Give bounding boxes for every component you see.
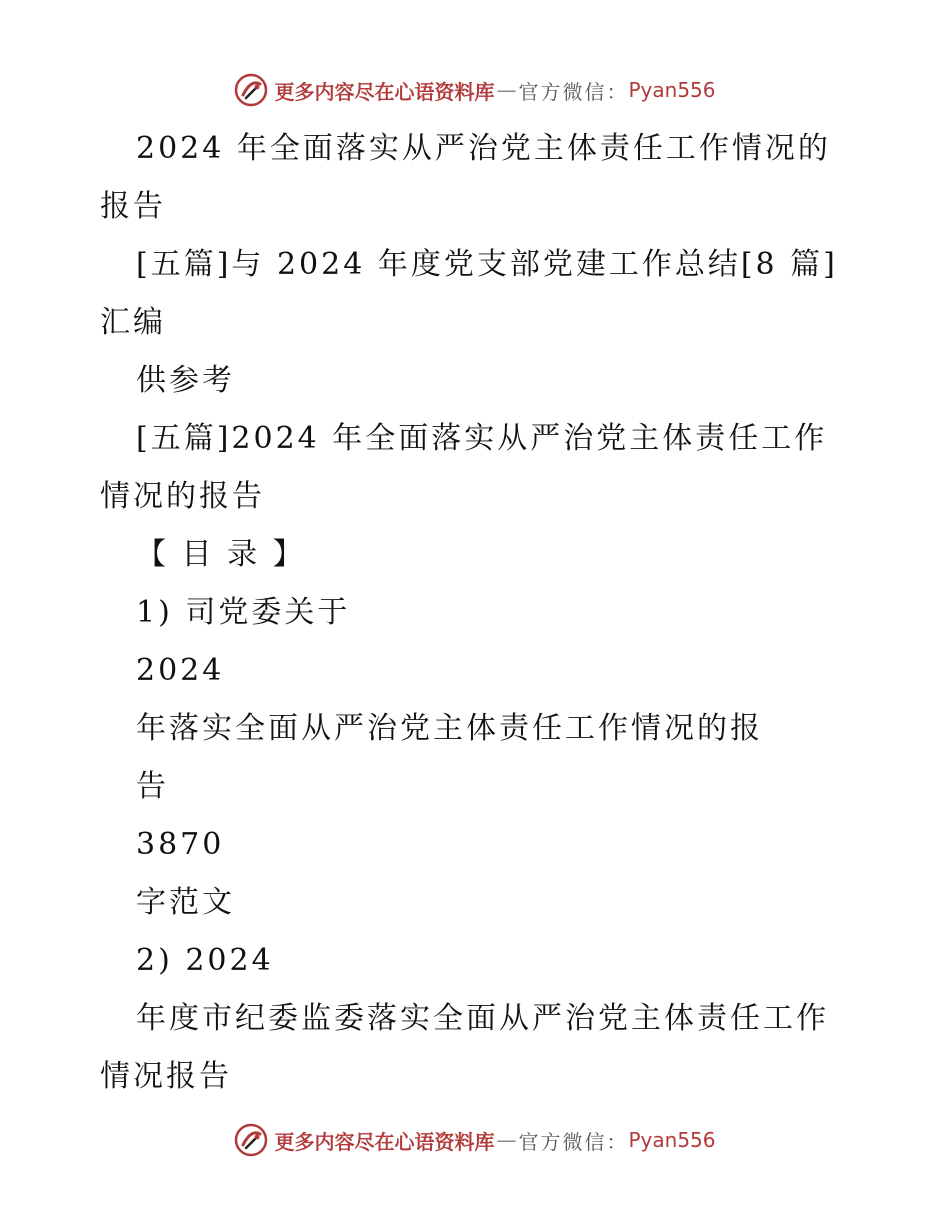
doc-line: 年度市纪委监委落实全面从严治党主体责任工作 [136,1001,829,1036]
watermark-official-label: 官方微信： [518,79,629,104]
document-body [100,120,860,1106]
doc-line: 告 [136,769,169,804]
watermark-official-label: 官方微信： [518,1129,629,1154]
watermark-brand: 更多内容尽在心语资料库 [274,1129,495,1154]
watermark-brand: 更多内容尽在心语资料库 [274,79,495,104]
toc-heading: 【 目 录 】 [136,537,306,572]
doc-line: 2024 年全面落实从严治党主体责任工作情况的 [136,131,831,166]
brand-logo-icon [234,1123,268,1157]
doc-line: 1) 司党委关于 [136,595,351,630]
doc-line: [五篇]与 2024 年度党支部党建工作总结[8 篇] [136,247,838,282]
watermark-dash: — [496,1128,517,1152]
watermark-wechat-id: Pyan556 [628,78,716,102]
brand-logo-icon [234,73,268,107]
doc-line: 3870 [136,827,225,862]
doc-line: 情况报告 [100,1059,232,1094]
watermark-wechat-id: Pyan556 [628,1128,716,1152]
doc-line: 2) 2024 [136,943,274,978]
header-watermark [0,70,950,110]
doc-line: 汇编 [100,305,166,340]
footer-watermark [0,1120,950,1160]
doc-line: 情况的报告 [100,479,265,514]
doc-line: 年落实全面从严治党主体责任工作情况的报 [136,711,763,746]
doc-line: 报告 [100,189,166,224]
doc-line: [五篇]2024 年全面落实从严治党主体责任工作 [136,421,828,456]
doc-line: 字范文 [136,885,235,920]
doc-line: 供参考 [136,363,235,398]
watermark-dash: — [496,78,517,102]
doc-line: 2024 [136,653,225,688]
